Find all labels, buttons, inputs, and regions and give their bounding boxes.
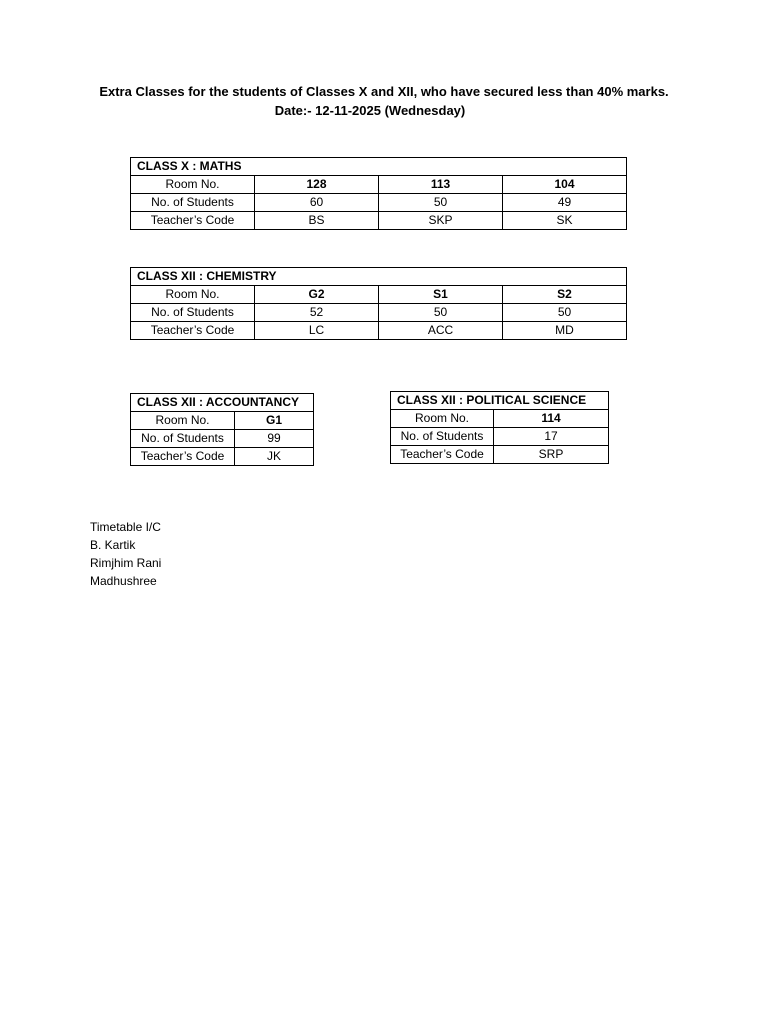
students-row [131, 304, 627, 322]
students-row [391, 428, 609, 446]
room-cell: 128 [255, 176, 379, 194]
row-label: Teacher’s Code [131, 448, 235, 466]
row-label: Teacher’s Code [391, 446, 494, 464]
row-label: No. of Students [131, 430, 235, 448]
row-label: Teacher’s Code [131, 212, 255, 230]
row-label: Room No. [131, 286, 255, 304]
signoff-heading: Timetable I/C [90, 520, 161, 534]
signoff-name: Rimjhim Rani [90, 556, 162, 570]
students-cell: 50 [379, 194, 503, 212]
row-label: Room No. [131, 176, 255, 194]
students-cell: 17 [494, 428, 609, 446]
room-cell: S1 [379, 286, 503, 304]
students-cell: 99 [235, 430, 314, 448]
table-title: CLASS XII : CHEMISTRY [131, 268, 627, 286]
signoff-name: Madhushree [90, 574, 157, 588]
political-science-table [390, 391, 609, 464]
row-label: No. of Students [391, 428, 494, 446]
maths-table [130, 157, 627, 230]
students-cell: 52 [255, 304, 379, 322]
teacher-cell: LC [255, 322, 379, 340]
table-title-row [131, 268, 627, 286]
students-cell: 50 [379, 304, 503, 322]
signoff-name: B. Kartik [90, 538, 136, 552]
students-cell: 49 [503, 194, 627, 212]
row-label: No. of Students [131, 194, 255, 212]
teacher-cell: JK [235, 448, 314, 466]
students-row [131, 194, 627, 212]
students-row [131, 430, 314, 448]
document-title: Extra Classes for the students of Classes X and XII, who have secured less than 40% marks. [99, 84, 669, 99]
table-title-row [131, 394, 314, 412]
teacher-cell: ACC [379, 322, 503, 340]
room-row [131, 286, 627, 304]
table-title: CLASS X : MATHS [131, 158, 627, 176]
teacher-row [131, 322, 627, 340]
table-title-row [131, 158, 627, 176]
students-cell: 60 [255, 194, 379, 212]
table-title-row [391, 392, 609, 410]
room-cell: G2 [255, 286, 379, 304]
chemistry-table [130, 267, 627, 340]
teacher-cell: SRP [494, 446, 609, 464]
room-cell: G1 [235, 412, 314, 430]
teacher-row [131, 448, 314, 466]
row-label: Room No. [391, 410, 494, 428]
teacher-row [391, 446, 609, 464]
teacher-cell: SKP [379, 212, 503, 230]
document-date: Date:- 12-11-2025 (Wednesday) [274, 103, 466, 118]
accountancy-table [130, 393, 314, 466]
room-row [391, 410, 609, 428]
room-row [131, 412, 314, 430]
teacher-row [131, 212, 627, 230]
room-cell: 114 [494, 410, 609, 428]
table-title: CLASS XII : POLITICAL SCIENCE [391, 392, 609, 410]
teacher-cell: SK [503, 212, 627, 230]
room-cell: 104 [503, 176, 627, 194]
room-cell: 113 [379, 176, 503, 194]
table-title: CLASS XII : ACCOUNTANCY [131, 394, 314, 412]
room-row [131, 176, 627, 194]
teacher-cell: BS [255, 212, 379, 230]
row-label: Teacher’s Code [131, 322, 255, 340]
signoff-block [90, 518, 161, 590]
row-label: No. of Students [131, 304, 255, 322]
teacher-cell: MD [503, 322, 627, 340]
students-cell: 50 [503, 304, 627, 322]
row-label: Room No. [131, 412, 235, 430]
room-cell: S2 [503, 286, 627, 304]
